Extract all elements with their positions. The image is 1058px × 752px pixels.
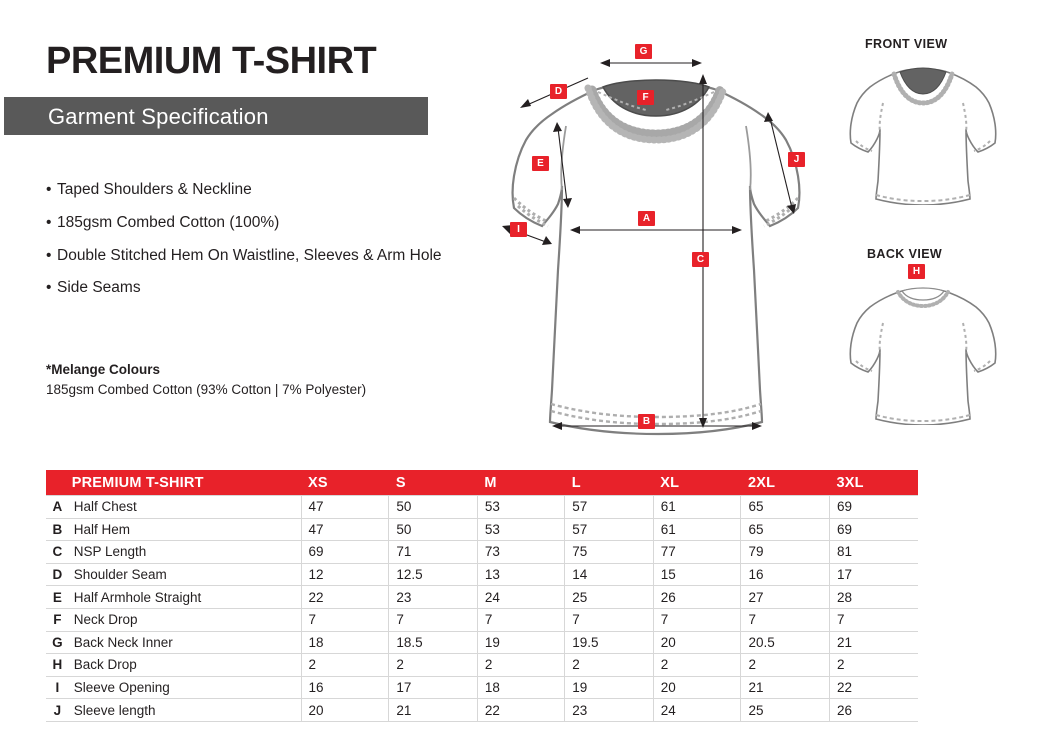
row-value: 19 bbox=[477, 631, 564, 654]
marker-d: D bbox=[550, 84, 567, 99]
list-item: • 185gsm Combed Cotton (100%) bbox=[46, 213, 446, 233]
row-value: 14 bbox=[565, 563, 653, 586]
row-code: F bbox=[46, 608, 69, 631]
back-view-label: BACK VIEW bbox=[867, 247, 943, 261]
feature-list bbox=[46, 180, 446, 311]
table-body bbox=[46, 496, 918, 722]
table-row bbox=[46, 541, 918, 564]
row-value: 25 bbox=[741, 699, 829, 722]
row-value: 69 bbox=[829, 496, 918, 519]
row-value: 15 bbox=[653, 563, 741, 586]
table-header-row bbox=[46, 470, 918, 496]
table-header-xl: XL bbox=[653, 470, 741, 496]
row-measurement-name: Half Chest bbox=[69, 496, 301, 519]
row-value: 27 bbox=[741, 586, 829, 609]
table-row bbox=[46, 563, 918, 586]
row-value: 16 bbox=[741, 563, 829, 586]
table-row bbox=[46, 654, 918, 677]
row-value: 53 bbox=[477, 518, 564, 541]
row-value: 65 bbox=[741, 518, 829, 541]
row-value: 20 bbox=[301, 699, 389, 722]
row-value: 12 bbox=[301, 563, 389, 586]
marker-h: H bbox=[908, 264, 925, 279]
row-value: 50 bbox=[389, 518, 477, 541]
table-header-code bbox=[46, 470, 69, 496]
row-value: 81 bbox=[829, 541, 918, 564]
marker-g: G bbox=[635, 44, 652, 59]
back-view-drawing bbox=[848, 265, 998, 425]
row-measurement-name: Back Neck Inner bbox=[69, 631, 301, 654]
row-value: 24 bbox=[477, 586, 564, 609]
subtitle-text: Garment Specification bbox=[48, 104, 269, 129]
row-value: 57 bbox=[565, 518, 653, 541]
row-value: 20 bbox=[653, 631, 741, 654]
list-item: • Side Seams bbox=[46, 278, 446, 298]
row-value: 19 bbox=[565, 676, 653, 699]
row-value: 2 bbox=[301, 654, 389, 677]
row-value: 12.5 bbox=[389, 563, 477, 586]
row-value: 2 bbox=[389, 654, 477, 677]
melange-note bbox=[46, 360, 466, 399]
row-code: C bbox=[46, 541, 69, 564]
main-tshirt-drawing bbox=[470, 30, 850, 450]
table-row bbox=[46, 586, 918, 609]
size-table-wrapper bbox=[46, 470, 918, 722]
marker-i: I bbox=[510, 222, 527, 237]
row-value: 21 bbox=[389, 699, 477, 722]
table-header-m: M bbox=[477, 470, 564, 496]
row-value: 69 bbox=[301, 541, 389, 564]
row-value: 24 bbox=[653, 699, 741, 722]
table-row bbox=[46, 631, 918, 654]
marker-a: A bbox=[638, 211, 655, 226]
row-value: 71 bbox=[389, 541, 477, 564]
row-value: 26 bbox=[653, 586, 741, 609]
marker-e: E bbox=[532, 156, 549, 171]
table-header-2xl: 2XL bbox=[741, 470, 829, 496]
row-code: E bbox=[46, 586, 69, 609]
row-value: 2 bbox=[829, 654, 918, 677]
row-value: 17 bbox=[389, 676, 477, 699]
row-value: 77 bbox=[653, 541, 741, 564]
row-code: I bbox=[46, 676, 69, 699]
marker-c: C bbox=[692, 252, 709, 267]
row-value: 22 bbox=[477, 699, 564, 722]
row-value: 20 bbox=[653, 676, 741, 699]
row-value: 23 bbox=[565, 699, 653, 722]
row-value: 22 bbox=[829, 676, 918, 699]
row-value: 7 bbox=[565, 608, 653, 631]
row-value: 22 bbox=[301, 586, 389, 609]
table-row bbox=[46, 608, 918, 631]
row-value: 7 bbox=[829, 608, 918, 631]
table-row bbox=[46, 676, 918, 699]
row-measurement-name: Half Armhole Straight bbox=[69, 586, 301, 609]
marker-f: F bbox=[637, 90, 654, 105]
row-value: 16 bbox=[301, 676, 389, 699]
subtitle-bar bbox=[4, 97, 428, 135]
row-measurement-name: Sleeve Opening bbox=[69, 676, 301, 699]
row-value: 7 bbox=[301, 608, 389, 631]
row-measurement-name: Shoulder Seam bbox=[69, 563, 301, 586]
row-measurement-name: Half Hem bbox=[69, 518, 301, 541]
table-row bbox=[46, 518, 918, 541]
row-value: 7 bbox=[653, 608, 741, 631]
row-code: J bbox=[46, 699, 69, 722]
row-measurement-name: Neck Drop bbox=[69, 608, 301, 631]
row-value: 65 bbox=[741, 496, 829, 519]
row-code: H bbox=[46, 654, 69, 677]
row-value: 26 bbox=[829, 699, 918, 722]
row-value: 7 bbox=[741, 608, 829, 631]
row-value: 7 bbox=[389, 608, 477, 631]
row-value: 61 bbox=[653, 518, 741, 541]
table-header-xs: XS bbox=[301, 470, 389, 496]
marker-b: B bbox=[638, 414, 655, 429]
table-row bbox=[46, 699, 918, 722]
row-value: 79 bbox=[741, 541, 829, 564]
row-value: 2 bbox=[565, 654, 653, 677]
page-title: PREMIUM T-SHIRT bbox=[46, 40, 377, 82]
row-value: 47 bbox=[301, 518, 389, 541]
row-value: 18 bbox=[477, 676, 564, 699]
table-header-measurement: PREMIUM T-SHIRT bbox=[69, 470, 301, 496]
table-header-l: L bbox=[565, 470, 653, 496]
row-value: 47 bbox=[301, 496, 389, 519]
row-code: D bbox=[46, 563, 69, 586]
row-value: 17 bbox=[829, 563, 918, 586]
table-header-3xl: 3XL bbox=[829, 470, 918, 496]
melange-note-heading: *Melange Colours bbox=[46, 362, 161, 377]
row-value: 18.5 bbox=[389, 631, 477, 654]
row-value: 75 bbox=[565, 541, 653, 564]
row-value: 53 bbox=[477, 496, 564, 519]
row-value: 2 bbox=[477, 654, 564, 677]
row-value: 25 bbox=[565, 586, 653, 609]
row-value: 23 bbox=[389, 586, 477, 609]
table-header-s: S bbox=[389, 470, 477, 496]
row-value: 2 bbox=[741, 654, 829, 677]
size-table bbox=[46, 470, 918, 722]
row-measurement-name: Sleeve length bbox=[69, 699, 301, 722]
melange-note-text: 185gsm Combed Cotton (93% Cotton | 7% Polyester) bbox=[46, 381, 367, 397]
row-value: 2 bbox=[653, 654, 741, 677]
row-value: 57 bbox=[565, 496, 653, 519]
row-value: 21 bbox=[829, 631, 918, 654]
row-code: B bbox=[46, 518, 69, 541]
row-value: 7 bbox=[477, 608, 564, 631]
garment-illustration bbox=[470, 20, 1050, 460]
row-value: 28 bbox=[829, 586, 918, 609]
row-value: 18 bbox=[301, 631, 389, 654]
front-view-drawing bbox=[848, 55, 998, 205]
row-value: 20.5 bbox=[741, 631, 829, 654]
row-code: G bbox=[46, 631, 69, 654]
row-value: 69 bbox=[829, 518, 918, 541]
marker-j: J bbox=[788, 152, 805, 167]
row-value: 21 bbox=[741, 676, 829, 699]
row-code: A bbox=[46, 496, 69, 519]
table-row bbox=[46, 496, 918, 519]
list-item: • Taped Shoulders & Neckline bbox=[46, 180, 446, 200]
row-value: 13 bbox=[477, 563, 564, 586]
row-value: 19.5 bbox=[565, 631, 653, 654]
list-item: • Double Stitched Hem On Waistline, Sleeves & Arm Hole bbox=[46, 246, 446, 266]
row-measurement-name: Back Drop bbox=[69, 654, 301, 677]
row-value: 73 bbox=[477, 541, 564, 564]
row-value: 61 bbox=[653, 496, 741, 519]
row-measurement-name: NSP Length bbox=[69, 541, 301, 564]
front-view-label: FRONT VIEW bbox=[865, 37, 948, 51]
row-value: 50 bbox=[389, 496, 477, 519]
